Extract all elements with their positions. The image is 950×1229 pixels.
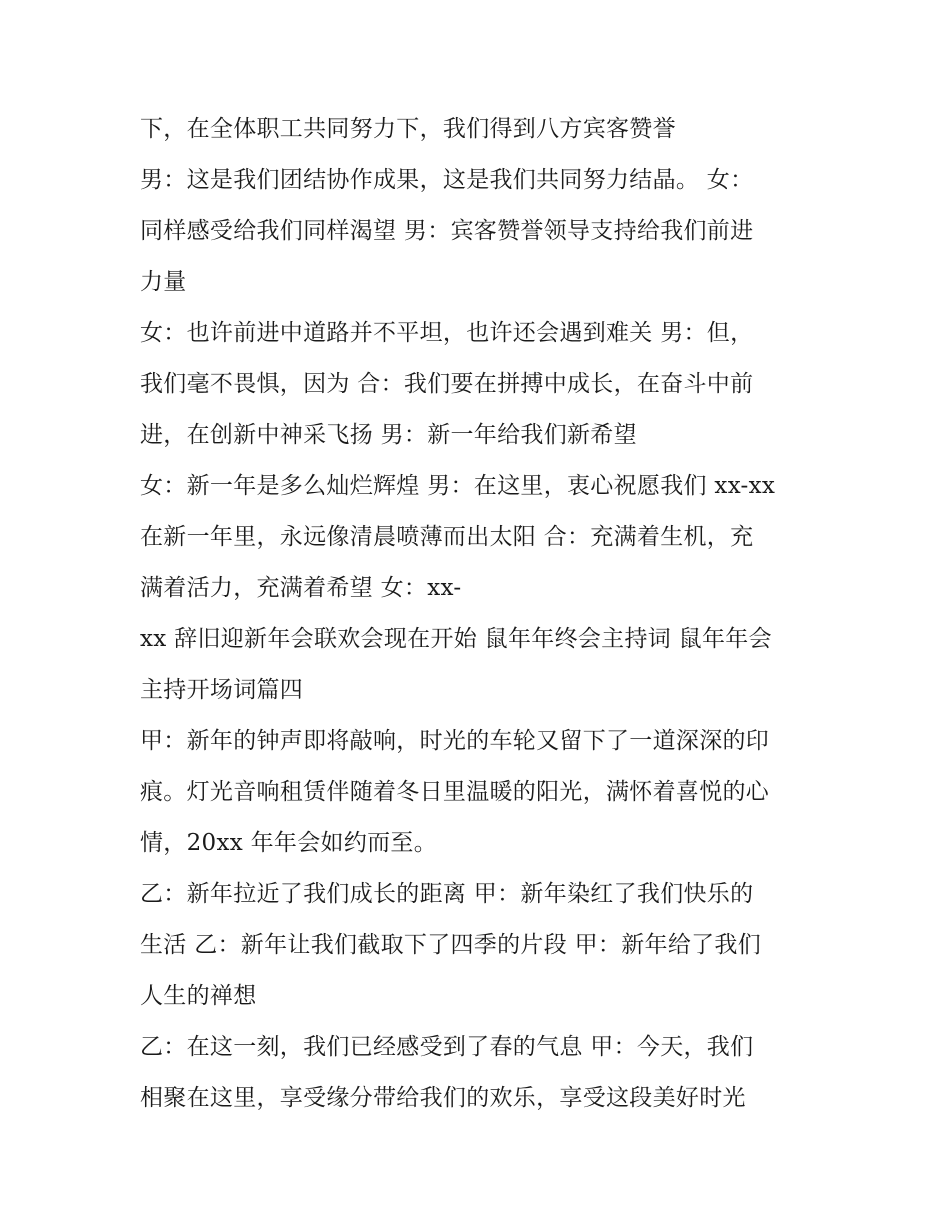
text-line: 女：新一年是多么灿烂辉煌 男：在这里，衷心祝愿我们 xx-xx xyxy=(140,473,776,499)
text-line: 人生的禅想 xyxy=(140,983,257,1009)
text-line: 甲：新年的钟声即将敲响，时光的车轮又留下了一道深深的印 xyxy=(140,728,770,754)
text-line: 下，在全体职工共同努力下，我们得到八方宾客赞誉 xyxy=(140,116,676,142)
text-line: 乙：新年拉近了我们成长的距离 甲：新年染红了我们快乐的 xyxy=(140,881,754,907)
text-line: 同样感受给我们同样渴望 男：宾客赞誉领导支持给我们前进 xyxy=(140,218,754,244)
text-line: 生活 乙：新年让我们截取下了四季的片段 甲：新年给了我们 xyxy=(140,932,762,958)
text-line: 满着活力，充满着希望 女：xx- xyxy=(140,575,462,601)
text-line: xx 辞旧迎新年会联欢会现在开始 鼠年年终会主持词 鼠年年会 xyxy=(140,626,772,652)
text-line: 进，在创新中神采飞扬 男：新一年给我们新希望 xyxy=(140,422,637,448)
text-line: 情，20xx 年年会如约而至。 xyxy=(140,830,438,856)
text-line: 主持开场词篇四 xyxy=(140,677,304,703)
text-line: 痕。灯光音响租赁伴随着冬日里温暖的阳光，满怀着喜悦的心 xyxy=(140,779,770,805)
text-line: 女：也许前进中道路并不平坦，也许还会遇到难关 男：但， xyxy=(140,320,754,346)
text-line: 相聚在这里，享受缘分带给我们的欢乐，享受这段美好时光 xyxy=(140,1085,746,1111)
text-line: 乙：在这一刻，我们已经感受到了春的气息 甲：今天，我们 xyxy=(140,1034,754,1060)
text-line: 在新一年里，永远像清晨喷薄而出太阳 合：充满着生机，充 xyxy=(140,524,754,550)
text-line: 我们毫不畏惧，因为 合：我们要在拼搏中成长，在奋斗中前 xyxy=(140,371,754,397)
text-line: 男：这是我们团结协作成果，这是我们共同努力结晶。 女： xyxy=(140,167,754,193)
body-text xyxy=(140,104,820,1124)
text-line: 力量 xyxy=(140,269,187,295)
